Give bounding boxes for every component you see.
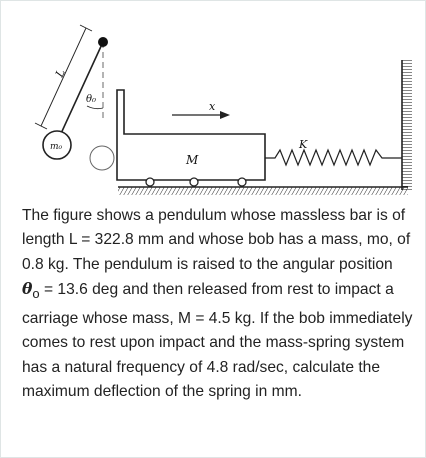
carriage bbox=[117, 90, 265, 186]
pendulum-carriage-diagram bbox=[0, 0, 426, 200]
pendulum-bar bbox=[58, 42, 103, 140]
angle-arc bbox=[87, 106, 103, 109]
carriage-wheel-middle bbox=[190, 178, 198, 186]
carriage-wheel-right bbox=[238, 178, 246, 186]
theta-symbol: θ bbox=[22, 279, 33, 299]
spring-label: K bbox=[299, 138, 308, 151]
carriage-mass-label: M bbox=[186, 153, 199, 167]
problem-text-end: = 13.6 deg and then released from rest to impact a carriage whose mass, M = 4.5 kg. If the bob immediately comes to rest upon impact and the mass-spring system has a natural frequency of 4.8 rad/sec, calculate the maximum deflection of the spring in mm. bbox=[22, 281, 413, 400]
theta-subscript: o bbox=[32, 286, 40, 302]
ground bbox=[118, 187, 408, 195]
problem-statement bbox=[22, 204, 414, 404]
pivot bbox=[98, 37, 108, 47]
wall bbox=[402, 60, 412, 190]
angle-label: θ₀ bbox=[86, 94, 97, 105]
carriage-wheel-left bbox=[146, 178, 154, 186]
bob-impact-position bbox=[90, 146, 114, 170]
pendulum bbox=[35, 25, 114, 170]
length-label: L bbox=[52, 67, 68, 80]
displacement-arrow bbox=[172, 100, 230, 119]
displacement-label: x bbox=[209, 100, 216, 113]
spring-coil bbox=[265, 150, 402, 165]
spring bbox=[265, 138, 402, 165]
bob-mass-label: m₀ bbox=[50, 142, 63, 152]
problem-text-start: The figure shows a pendulum whose massless bar is of length L = 322.8 mm and whose bob has a mass, mo, of 0.8 kg. The pendulum is raised to the angular position bbox=[22, 207, 411, 273]
